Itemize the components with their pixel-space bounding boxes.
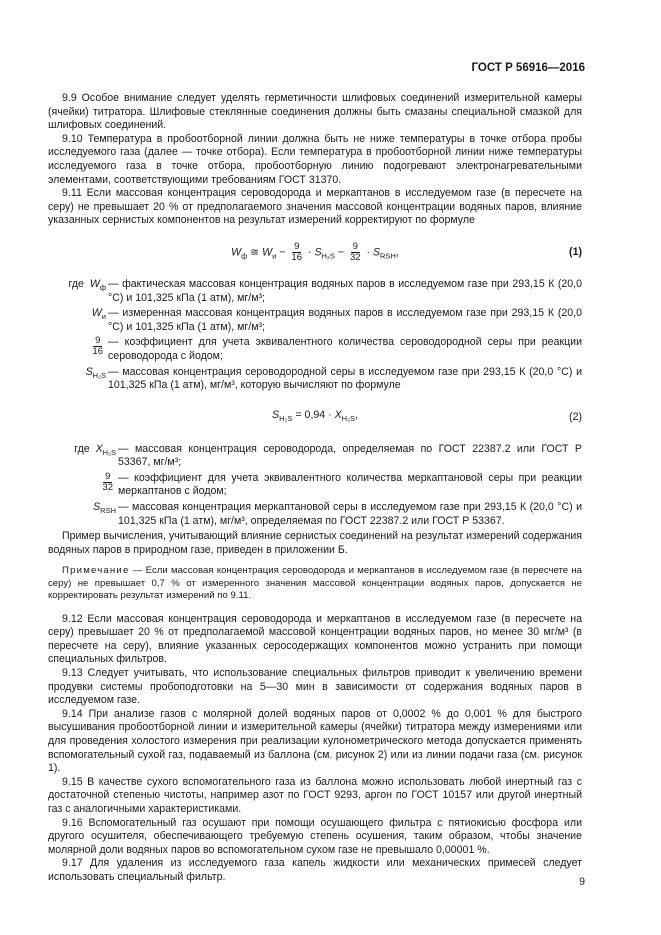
where2-item: $\frac{9}{32}$ — коэффициент для учета эквивалентного количества меркаптановой серы при реакции меркаптанов с йодом; — [102, 470, 582, 498]
paragraph-9-11: 9.11 Если массовая концентрация сероводорода и меркаптанов в исследуемом газе (в пересчете на серу) не превышает 20 % от предполагаемого значения массовой концентрации водяных паров, влияние указанных сернистых компонентов на результат измерений корректируют по формуле — [48, 187, 582, 227]
paragraph-9-13: 9.13 Следует учитывать, что использование специальных фильтров приводит к увеличению времени продувки системы пробоподготовки на 5—30 мин в зависимости от содержания водяных паров в исследуемом газе. — [48, 667, 582, 707]
formula-1: $W_ф$ ≅ $W_и$ − $\frac{9}{16}$ · $S_{H_2S}$ − $\frac{9}{32}$ · $S_{RSH}$, (1) — [231, 241, 582, 264]
paragraph-9-16: 9.16 Вспомогательный газ осушают при помощи осушающего фильтра с пятиокисью фосфора или другого осушителя, обеспечивающего требуемую степень осушения, таким образом, чтобы значение молярной доли водяных паров во вспомогательном сухом газе не превышало 0,00001 %. — [48, 816, 582, 856]
where1-item: где $W_ф$ — фактическая массовая концентрация водяных паров в исследуемом газе при 293,15 К (20,0 °С) и 101,325 кПа (1 атм), мг/м³; — [68, 277, 582, 304]
formula-2: $S_{H_2S} = 0,94 \cdot X_{H_2S}$, (2) — [272, 409, 582, 424]
document-body — [48, 92, 582, 885]
formula1-fraction-9-32: $\frac{9}{32}$ — [349, 241, 361, 264]
where2-item: $S_{RSH}$ — массовая концентрация меркаптановой серы в исследуемом газе при 293,15 К (20,0 °С) и 101,325 кПа (1 атм), мг/м³, определяемая по ГОСТ 22387.2 или ГОСТ Р 53367. — [93, 501, 582, 527]
where1-item: $\frac{9}{16}$ — коэффициент для учета эквивалентного количества сероводородной серы при реакции сероводорода с йодом; — [92, 335, 582, 362]
paragraph-example: Пример вычисления, учитывающий влияние сернистых соединений на результат измерений содержания водяных паров в природном газе, приведен в приложении Б. — [48, 530, 583, 556]
paragraph-9-10: 9.10 Температура в пробоотборной линии должна быть не ниже температуры в точке отбора пробы исследуемого газа (далее — точке отбора). Если температура в пробоотборной линии ниже температуры исследуемого газа в точке отбора, пробоотборную линию подогревают электронагревательными элементами, соответствующими требованиям ГОСТ 31370. — [48, 132, 582, 186]
where2-item: где $X_{H_2S}$ — массовая концентрация сероводорода, определяемая по ГОСТ 22387.2 или ГОСТ Р 53367, мг/м³; — [74, 442, 582, 469]
document-header: ГОСТ Р 56916—2016 — [471, 62, 585, 74]
paragraph-9-14: 9.14 При анализе газов с молярной долей водяных паров от 0,0002 % до 0,001 % для быстрого высушивания пробоотборной линии и измерительной камеры (ячейки) титратора между измерениями или для проведения холостого измерения при реализации кулонометрического метода допускается применять вспомогательный сухой газ, подаваемый из баллона (см. рисунок 2) или из линии подачи газа (см. рисунок 1). — [48, 707, 582, 775]
where-list-2 — [48, 443, 582, 529]
paragraph-9-15: 9.15 В качестве сухого вспомогательного газа из баллона можно использовать любой инертный газ с достаточной степенью чистоты, например азот по ГОСТ 9293, аргон по ГОСТ 10157 или другой инертный газ с аналогичными характеристиками. — [48, 775, 582, 815]
paragraph-9-9: 9.9 Особое внимание следует уделять герметичности шлифовых соединений измерительной камеры (ячейки) титратора. Шлифовые стеклянные соединения должны быть смазаны специальной смазкой для шлифовых соединений. — [48, 92, 582, 132]
note — [48, 565, 582, 602]
where1-item: $W_и$ — измеренная массовая концентрация водяных паров в исследуемом газе при 293,15 К (20,0 °С) и 101,325 кПа (1 атм), мг/м³; — [91, 307, 582, 333]
paragraph-9-17: 9.17 Для удаления из исследуемого газа капель жидкости или механических примесей следует использовать специальный фильтр. — [48, 857, 582, 883]
note-text: — Если массовая концентрация сероводорода и меркаптанов в исследуемом газе (в пересчете на серу) не превышает 0,7 % от измеренного значения массовой концентрации водяных паров, допускается не корректировать результат измерений по 9.11. — [48, 565, 582, 602]
note-label: Примечание — [62, 565, 130, 577]
formula2-number: (2) — [569, 410, 582, 423]
formula1-lhs: W — [231, 246, 242, 259]
page-number: 9 — [579, 876, 585, 888]
formula1-fraction-9-16: $\frac{9}{16}$ — [291, 241, 302, 264]
paragraph-9-12: 9.12 Если массовая концентрация сероводорода и меркаптанов в исследуемом газе (в пересчете на серу) превышает 20 % от предполагаемой массовой концентрации водяных паров, но менее 30 мг/м³ (в пересчете на серу), влияние указанных серосодержащих компонентов можно устранить при помощи специальных фильтров. — [48, 612, 582, 666]
formula1-number: (1) — [569, 245, 582, 258]
where-list-1 — [48, 278, 582, 393]
where1-item: $S_{H_2S}$ — массовая концентрация сероводородной серы в исследуемом газе при 293,15 К (20,0 °С) и 101,325 кПа (1 атм), мг/м³, которую вычисляют по формуле — [85, 365, 582, 392]
